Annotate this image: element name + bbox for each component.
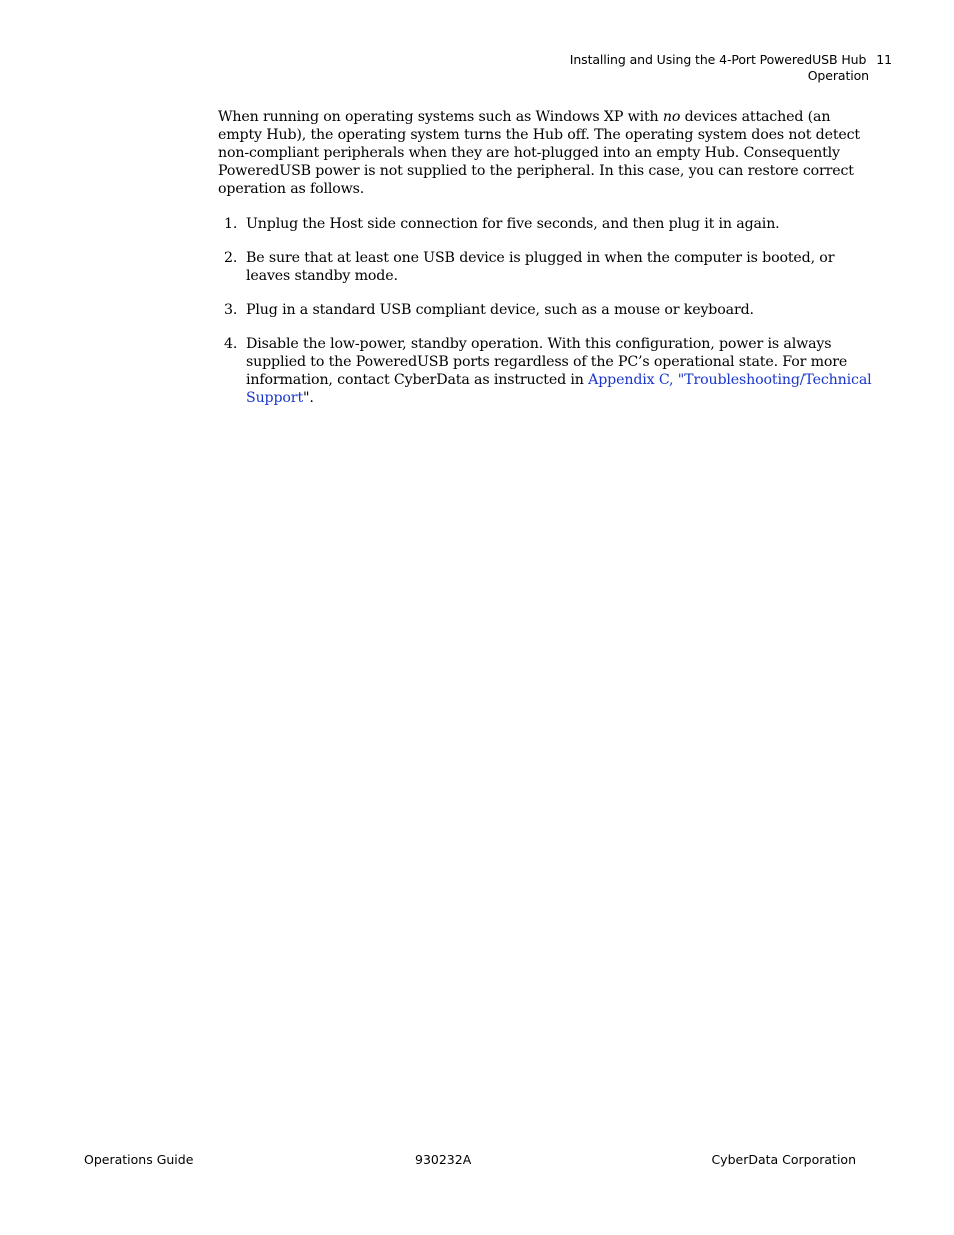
step-text: Plug in a standard USB compliant device, such as a mouse or keyboard. (246, 302, 754, 318)
footer-doc-number: 930232A (415, 1152, 472, 1167)
header-line-1 (570, 52, 892, 68)
list-item (218, 335, 874, 407)
step-number: 4. (224, 336, 238, 352)
list-item (218, 249, 874, 285)
steps-list (218, 215, 874, 407)
step-text: Be sure that at least one USB device is plugged in when the computer is booted, or leaves standby mode. (246, 250, 835, 284)
step-text: Disable the low-power, standby operation. With this configuration, power is always supplied to the PoweredUSB ports regardless of the PC’s operational state. For more information, contact CyberData as instructed in (246, 336, 848, 388)
page-number: 11 (876, 52, 892, 67)
list-item (218, 215, 874, 233)
step-number: 3. (224, 302, 238, 318)
footer-doc-title: Operations Guide (84, 1152, 194, 1167)
step-number: 1. (224, 216, 238, 232)
intro-emphasis: no (662, 109, 681, 125)
step-number: 2. (224, 250, 238, 266)
footer-company: CyberData Corporation (711, 1152, 856, 1167)
main-content (218, 108, 874, 423)
intro-part-2: devices attached (an empty Hub), the operating system turns the Hub off. The operating system does not detect non-compliant peripherals when they are hot-plugged into an empty Hub. Consequently PoweredUSB power is not supplied to the peripheral. In this case, you can restore correct operation as follows. (218, 109, 860, 197)
list-item (218, 301, 874, 319)
intro-paragraph (218, 108, 874, 198)
running-header (570, 52, 892, 84)
intro-part-1: When running on operating systems such as Windows XP with (218, 109, 663, 125)
step-text-tail: ". (303, 390, 314, 406)
step-text: Unplug the Host side connection for five seconds, and then plug it in again. (246, 216, 780, 232)
chapter-title: Installing and Using the 4-Port PoweredUSB Hub (569, 52, 867, 67)
appendix-c-link[interactable]: Appendix C, "Troubleshooting/Technical Support (246, 372, 872, 406)
section-title: Operation (807, 68, 869, 83)
